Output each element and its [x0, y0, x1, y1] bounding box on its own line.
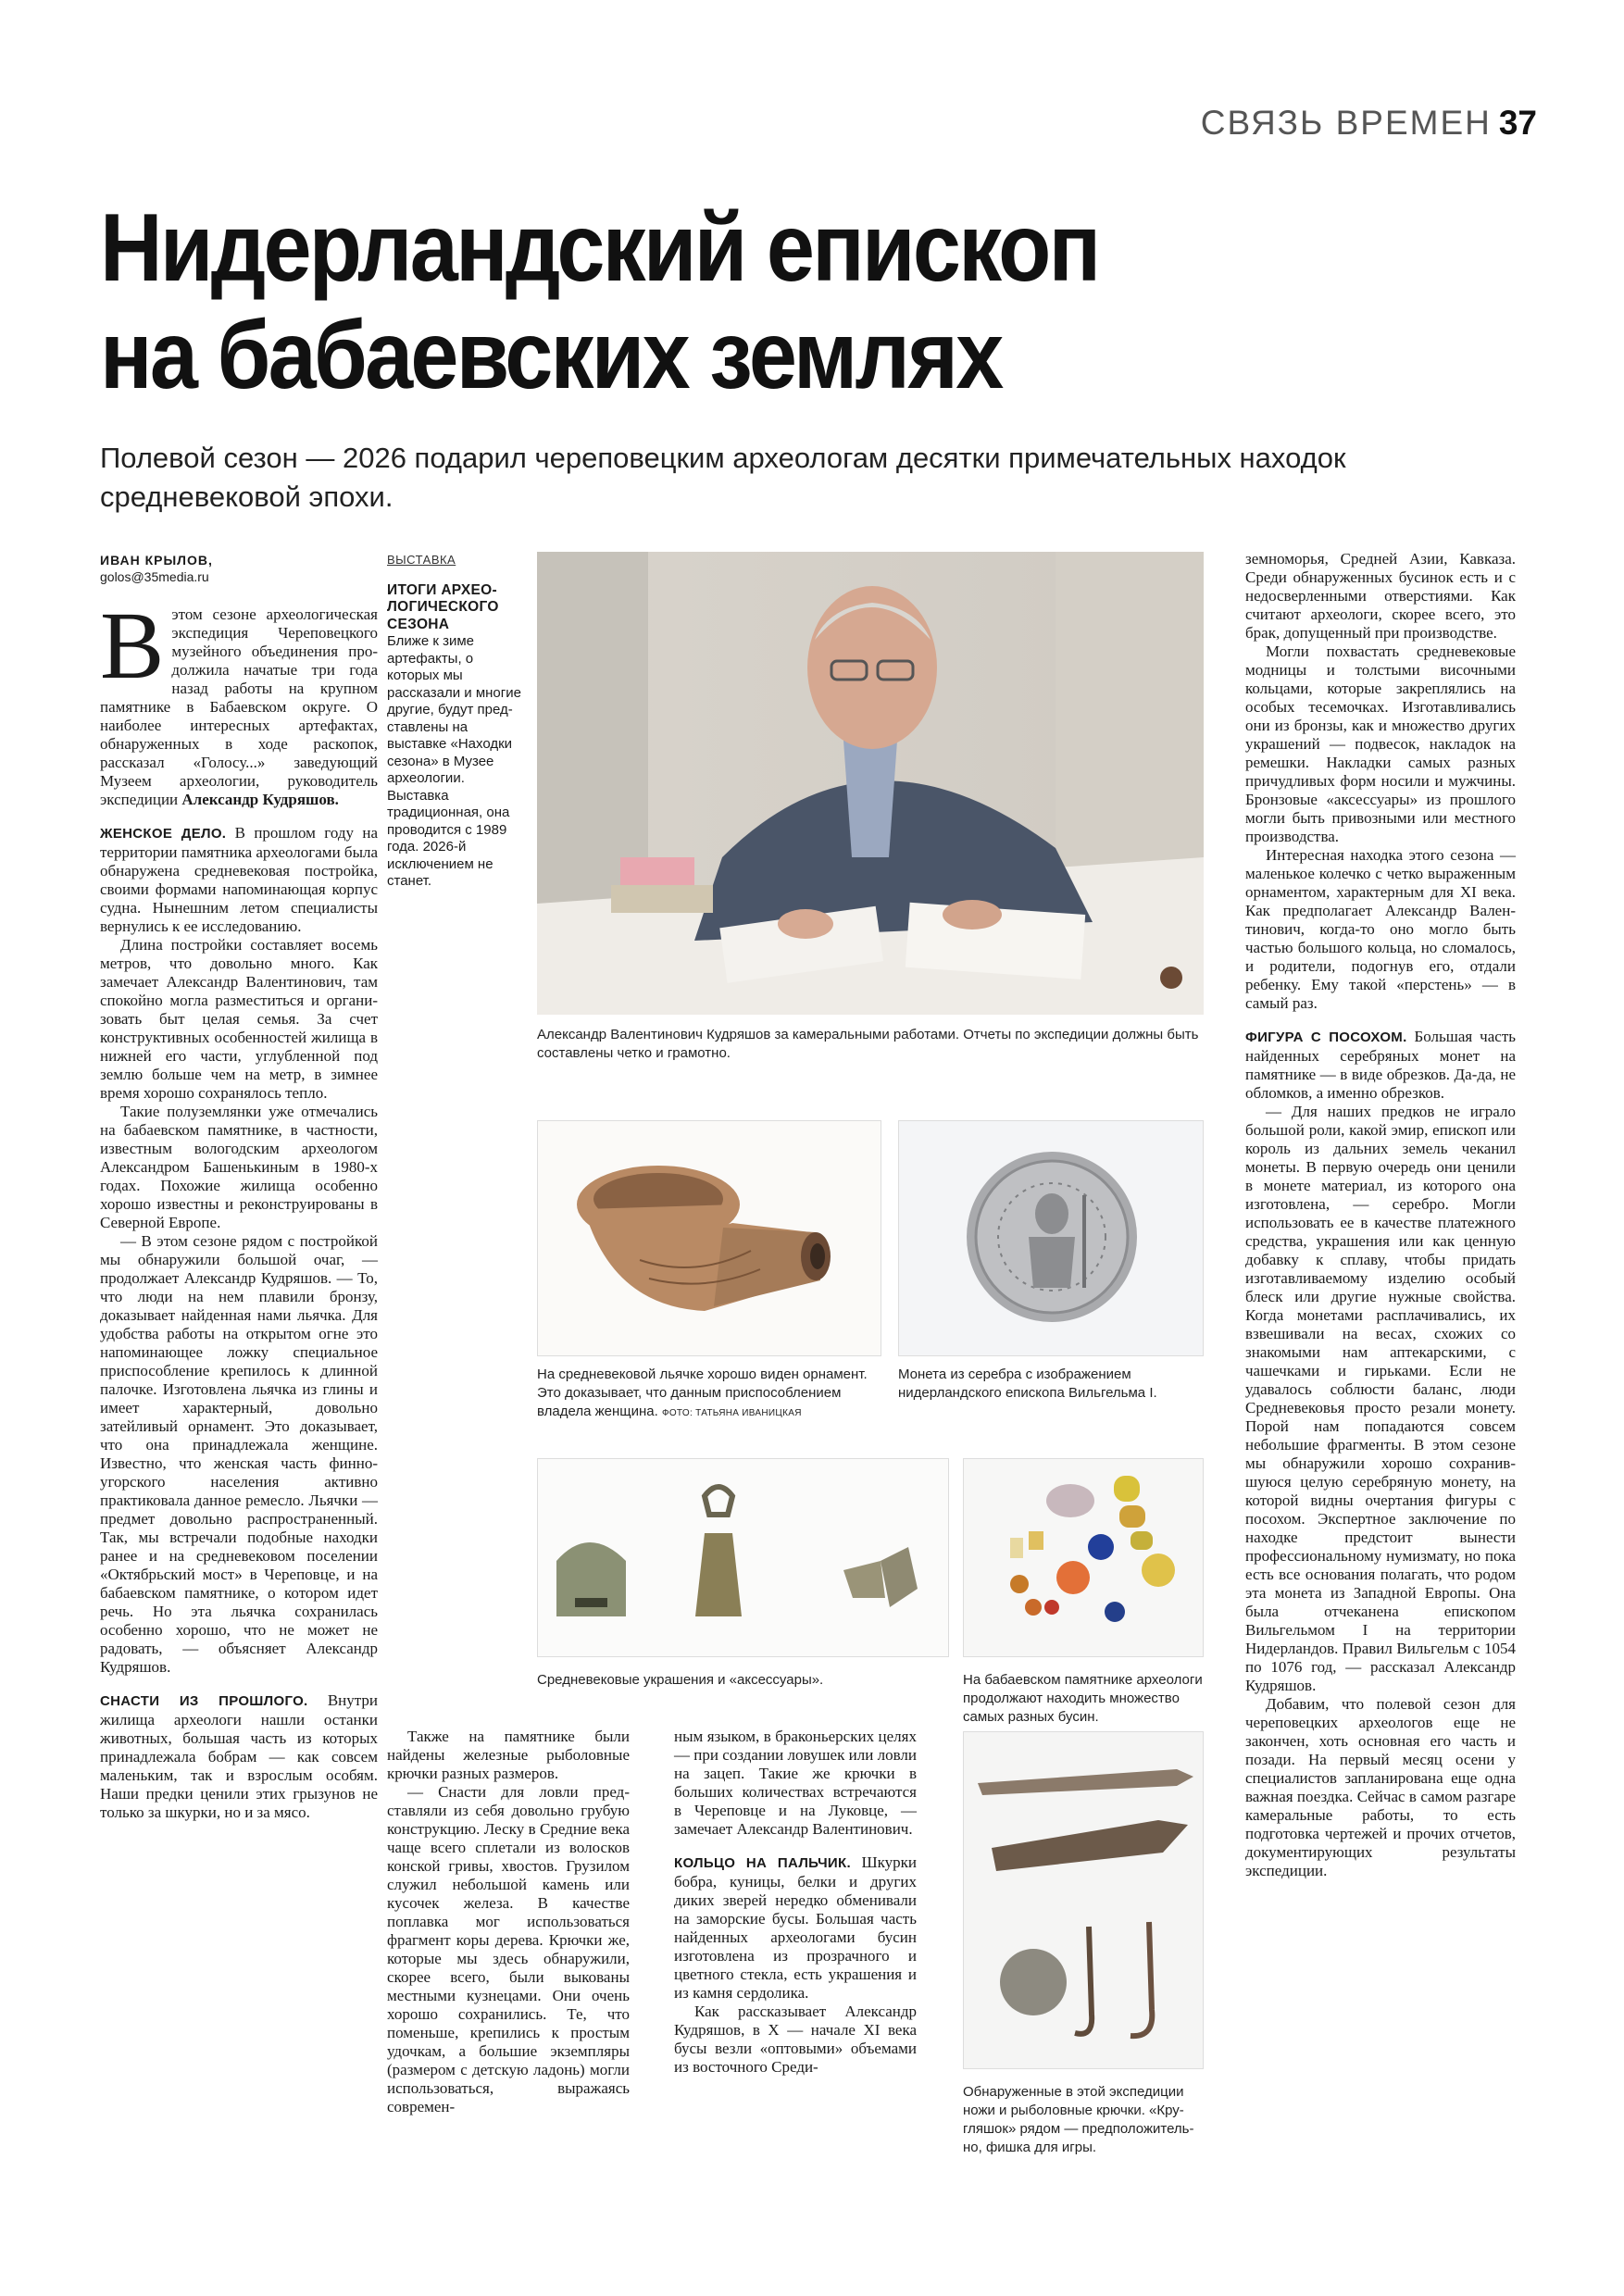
sidebar-text: Ближе к зиме артефакты, о которых мы рассказали и многие другие, будут представлены на выставке «Находки сезона» в Музее археологии. Выставка традиционная, она проводится с 1989 года. 2026-й исключением не станет.	[387, 633, 521, 889]
paragraph: — В этом сезоне рядом с постройкой мы обнаружили большой очаг, — продолжает Александр Кудряшов. — То, что люди на нем плавили бронзу, доказывает найденная нами льячка. Для удобства работы на открытом огне это напоминающее ложку специальное приспособление крепилось к длинной палочке. Изготовлена льячка из глины и имеет характерный, довольно затейливый орнамент. Это доказывает, что она принадлежала женщине. Известно, что женская часть финно-угорского населения активно практиковала данное ремесло. Льячки — предмет довольно распространенный. Так, мы встречали подобные находки ранее и на средневековом поселении «Октябрьский мост» в Череповце, и на бабаевском памятнике, о котором идет речь. Но эта льячка сохранилась особенно хорошо, что не может не радовать, — объясняет Александр Кудряшов.	[100, 1232, 378, 1676]
caption-ladle-text: На средневековой льячке хорошо виден орнамент. Это доказывает, что данным приспособлением владела женщина.	[537, 1366, 868, 1419]
caption-ladle	[537, 1366, 881, 1423]
subhead-women: ЖЕНСКОЕ ДЕЛО.	[100, 826, 227, 842]
paragraph: Также на памятнике были найдены железные рыболовные крючки разных размеров.	[387, 1728, 630, 1782]
coin-photo	[898, 1120, 1204, 1356]
paragraph: Длина постройки составляет восемь метров, что довольно много. Как замечает Александр Валентинович, там спокойно могла разместиться и организовать быт целая семья. За счет конструктивных особенностей жилища в нижней его части, углубленной под землю больше чем на метр, в зимнее время хорошо сохранялось тепло.	[100, 936, 378, 1102]
paragraph: ным языком, в браконьерских целях — при создании ловушек или ловли на зацеп. Такие же крючки в больших количествах встречаются в Череповце и на Луковце, — замечает Александр Валентинович.	[674, 1728, 917, 1838]
caption-main-photo: Александр Валентинович Кудряшов за камеральными работами. Отчеты по экспедиции должны быть составлены четко и грамотно.	[537, 1027, 1199, 1061]
page-number: 37	[1498, 104, 1537, 142]
title-line-1: Нидерландский епископ	[100, 194, 1099, 302]
intro-name: Александр Кудряшов.	[181, 791, 339, 808]
paragraph: — Снасти для ловли представляли из себя довольно грубую конструкцию. Леску в Средние века чаще всего сплетали из волосков конской гривы, хвостов. Грузилом служил небольшой камень или кусочек железа. В качестве поплавка мог использоваться фрагмент коры дерева. Крючки же, которые мы здесь обнаружили, скорее всего, были выкованы местными кузнецами. Они очень хорошо сохранились. Те, что поменьше, крепились к простым удочкам, а большие экземпляры (размером с детскую ладонь) могли использоваться, выражаясь современ-	[387, 1783, 630, 2115]
sidebar-box	[387, 552, 528, 891]
column-4	[1245, 550, 1516, 1880]
paragraph: Как рассказывает Александр Кудряшов, в X — начале XI века бусы везли «оптовыми» объемами из восточного Среди-	[674, 2003, 917, 2076]
column-3	[674, 1728, 917, 2077]
intro-paragraph	[100, 593, 378, 809]
photo-credit: ФОТО: ТАТЬЯНА ИВАНИЦКАЯ	[661, 1408, 802, 1418]
article-lead: Полевой сезон — 2026 подарил череповецким археологам десятки примечательных находок средневековой эпохи.	[100, 442, 1346, 513]
section-paragraph	[100, 1691, 378, 1822]
author-email[interactable]: golos@35media.ru	[100, 569, 209, 584]
section-header	[1201, 104, 1537, 143]
section-paragraph	[100, 824, 378, 936]
subhead-ring: КОЛЬЦО НА ПАЛЬЧИК.	[674, 1855, 851, 1871]
section-paragraph	[674, 1853, 917, 2003]
title-line-2: на бабаевских землях	[100, 302, 1002, 409]
paragraph: земноморья, Средней Азии, Кавказа. Среди обнаруженных бусинок есть и с недосверленными отверстиями. Как считают археологи, скорее всего, это брак, допущенный при производстве.	[1245, 550, 1516, 642]
paragraph-text: Шкурки бобра, куницы, белки и других диких зверей нередко обменивали на заморские бусы. Большая часть найденных археологами бусин изготовлена из прозрачного и цветного стекла, есть украшения и из камня сердолика.	[674, 1853, 918, 2002]
paragraph: — Для наших предков не играло большой роли, какой эмир, епископ или король из дальних земель чеканил монеты. В первую очередь они ценили в монете материал, из которого она изготовлена, — серебро. Могли использовать ее в качестве платежного средства, украшения или как ценную добавку к сплаву, чтобы придать изготавливаемому изделию особый блеск или другие нужные свойства. Когда монетами расплачивались, их взвешивали на весах, схожих со знакомыми нам аптекарскими, с чашечками и гирьками. Если не удавалось соблюсти баланс, люди Средневековья просто резали монету. Порой нам попадаются совсем небольшие фрагменты. В этом сезоне мы обнаружили хорошо сохранившуюся целую серебряную монету, на которой видны очертания фигуры с посохом. Экспертное заключение по находке предстоит вынести профессиональному нумизмату, но пока есть все основания полагать, что родом эта монета из Западной Европы. Она была отчеканена епископом Вильгельмом I на территории Нидерландов. Правил Вильгельм с 1054 по 1076 год, — рассказал Александр Кудряшов.	[1245, 1103, 1516, 1694]
subhead-tackle: СНАСТИ ИЗ ПРОШЛОГО.	[100, 1693, 308, 1709]
caption-jewelry: Средневековые украшения и «аксессуары».	[537, 1672, 824, 1688]
section-name: СВЯЗЬ ВРЕМЕН	[1200, 104, 1492, 142]
paragraph: Добавим, что полевой сезон для череповецких археологов еще не закончен, хоть основная его часть и позади. На первый месяц осени у специалистов запланирована еще одна важная поездка. Сейчас в самом разгаре камеральные работы, то есть подготовка чертежей и прочих отчетов, документирующих результаты экспедиции.	[1245, 1695, 1516, 1879]
drop-cap: В	[100, 593, 165, 699]
column-2	[387, 1728, 630, 2116]
section-paragraph	[1245, 1028, 1516, 1103]
paragraph-text: В прошлом году на территории памятника археологами была обнаружена средневековая постройка, своими формами напоминающая корпус судна. Нынешним летом специалисты вернулись к ее исследованию.	[100, 824, 379, 935]
main-photo	[537, 552, 1204, 1015]
paragraph-text: Большая часть найденных серебряных монет на памятнике — в виде обрезков. Да-да, не обломков, а именно обрезков.	[1245, 1028, 1516, 1102]
paragraph: Могли похвастать средневековые модницы и толстыми височными кольцами, которые закреплялись на особых тесемочках. Изготавливались они из бронзы, как и множество других украшений — подвесок, накладок на ремешки. Накладки самых разных причудливых форм носили и мужчины. Бронзовые «аксессуары» из прошлого могли быть привозными или местного производства.	[1245, 643, 1516, 845]
sidebar-tag: ВЫСТАВКА	[387, 553, 456, 567]
column-1	[100, 593, 379, 1822]
article-title	[100, 194, 1350, 409]
tools-photo	[963, 1731, 1204, 2069]
caption-beads: На бабаевском памятнике археологи продолжают находить множество самых разных бусин.	[963, 1672, 1203, 1725]
sidebar-title: ИТОГИ АРХЕОЛОГИЧЕСКОГО СЕЗОНА	[387, 581, 499, 632]
jewelry-photo	[537, 1458, 949, 1657]
paragraph: Интересная находка этого сезона — маленькое колечко с четко выраженным орнаментом, характерным для XI века. Как предполагает Александр Валентинович, когда-то оно могло быть частью большого кольца, но сломалось, и родители, подогнув его, отдали ребенку. Ему такой «перстень» — в самый раз.	[1245, 846, 1516, 1012]
intro-text: этом сезоне археологическая экспедиция Череповецкого музейного объединения продолжила начатые три года назад работы на крупном памятнике в Бабаевском округе. О наиболее интересных артефактах, обнаруженных в ходе раскопок, рассказал «Голосу...» заведующий Музеем археологии, руководитель экспедиции	[100, 605, 378, 808]
ladle-photo	[537, 1120, 881, 1356]
author-block	[100, 552, 378, 585]
paragraph-text: Внутри жилища археологи нашли останки животных, большая часть из которых принадлежала бобрам — как совсем маленьким, так и взрослым особям. Наши предки ценили этих грызунов не только за шкурки, но и за мясо.	[100, 1691, 379, 1821]
paragraph: Такие полуземлянки уже отмечались на бабаевском памятнике, в частности, известным вологодским археологом Александром Башенькиным в 1980-х годах. Похожие жилища особенно хорошо известны и реконструированы в Северной Европе.	[100, 1103, 378, 1231]
author-name: ИВАН КРЫЛОВ,	[100, 553, 213, 568]
caption-tools: Обнаруженные в этой экспедиции ножи и рыболовные крючки. «Кругляшок» рядом — предположительно, фишка для игры.	[963, 2084, 1194, 2155]
caption-coin: Монета из серебра с изображением нидерландского епископа Вильгельма I.	[898, 1366, 1157, 1401]
subhead-figure: ФИГУРА С ПОСОХОМ.	[1245, 1029, 1407, 1045]
beads-photo	[963, 1458, 1204, 1657]
